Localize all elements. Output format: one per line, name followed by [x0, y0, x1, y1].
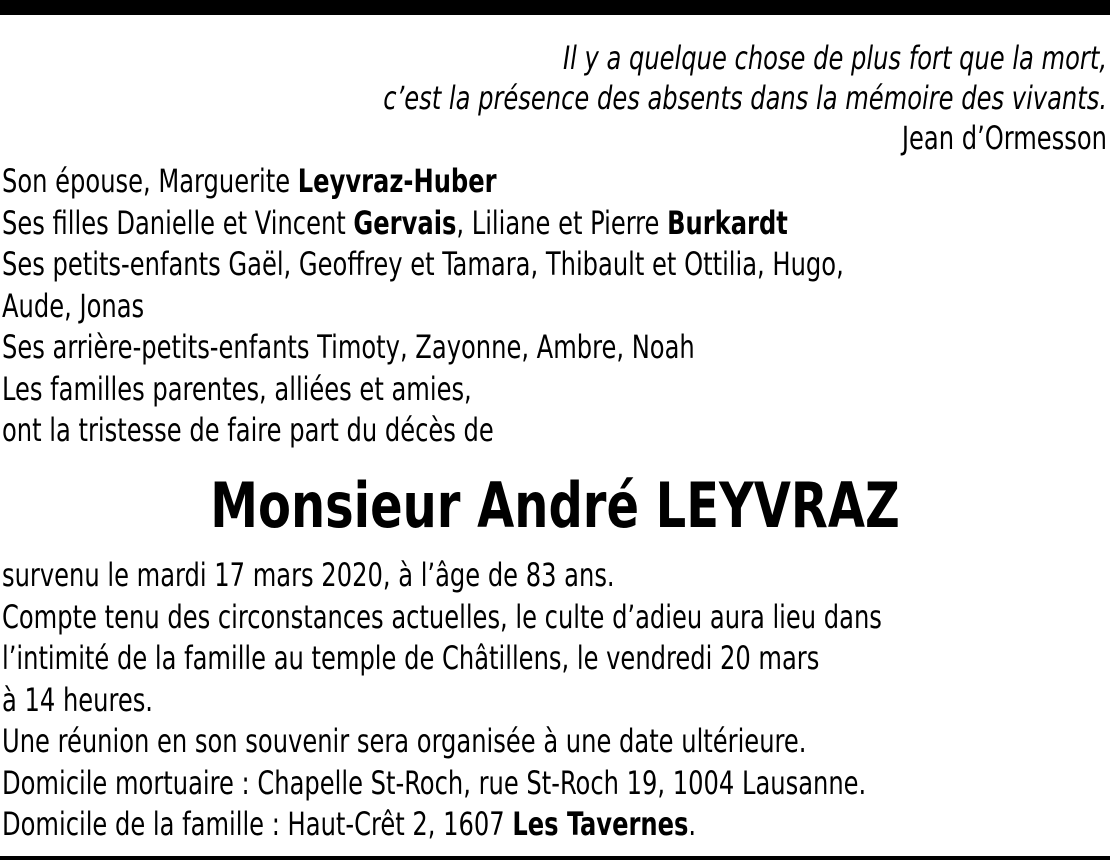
- spouse-line: [2, 161, 1052, 203]
- grandchildren-line-2: Aude, Jonas: [2, 286, 145, 325]
- family-address-place: Les Tavernes: [512, 805, 689, 843]
- quote-author: Jean d’Ormesson: [901, 119, 1107, 157]
- details-line-1: survenu le mardi 17 mars 2020, à l’âge de 83 ans.: [2, 556, 615, 594]
- details-line-2: Compte tenu des circonstances actuelles, le culte d’adieu aura lieu dans: [2, 597, 882, 636]
- great-grandchildren-line: Ses arrière-petits-enfants Timoty, Zayonne, Ambre, Noah: [2, 328, 695, 366]
- relatives-line: Les familles parentes, alliées et amies,: [2, 369, 472, 408]
- family-address-prefix: Domicile de la famille : Haut-Crêt 2, 1607: [2, 805, 513, 843]
- announcement-line: ont la tristesse de faire part du décès de: [2, 411, 494, 449]
- quote-line-2: c’est la présence des absents dans la mémoire des vivants.: [383, 79, 1107, 117]
- epigraph-quote: [267, 38, 1107, 158]
- details-line-4: à 14 heures.: [2, 680, 153, 719]
- daughters-middle: , Liliane et Pierre: [456, 203, 668, 242]
- daughter-surname-1: Gervais: [353, 203, 457, 242]
- daughters-line: [2, 203, 1052, 245]
- details-line-5: Une réunion en son souvenir sera organisée à une date ultérieure.: [2, 722, 807, 760]
- spouse-prefix: Son épouse, Marguerite: [2, 162, 298, 200]
- daughters-prefix: Ses filles Danielle et Vincent: [2, 203, 354, 242]
- family-announcement: [2, 161, 1052, 452]
- spouse-name: Leyvraz-Huber: [297, 162, 497, 200]
- deceased-name: Monsieur André LEYVRAZ: [210, 469, 900, 542]
- funeral-details: [2, 555, 1077, 846]
- details-line-3: l’intimité de la famille au temple de Châtillens, le vendredi 20 mars: [2, 639, 820, 677]
- daughter-surname-2: Burkardt: [667, 203, 788, 242]
- details-line-7: [2, 804, 1077, 846]
- details-line-6: Domicile mortuaire : Chapelle St-Roch, rue St-Roch 19, 1004 Lausanne.: [2, 763, 867, 802]
- grandchildren-line-1: Ses petits-enfants Gaël, Geoffrey et Tamara, Thibault et Ottilia, Hugo,: [2, 245, 844, 283]
- top-rule: [0, 0, 1110, 15]
- quote-line-1: Il y a quelque chose de plus fort que la mort,: [562, 39, 1107, 77]
- family-address-suffix: .: [688, 805, 697, 843]
- bottom-rule: [0, 856, 1110, 860]
